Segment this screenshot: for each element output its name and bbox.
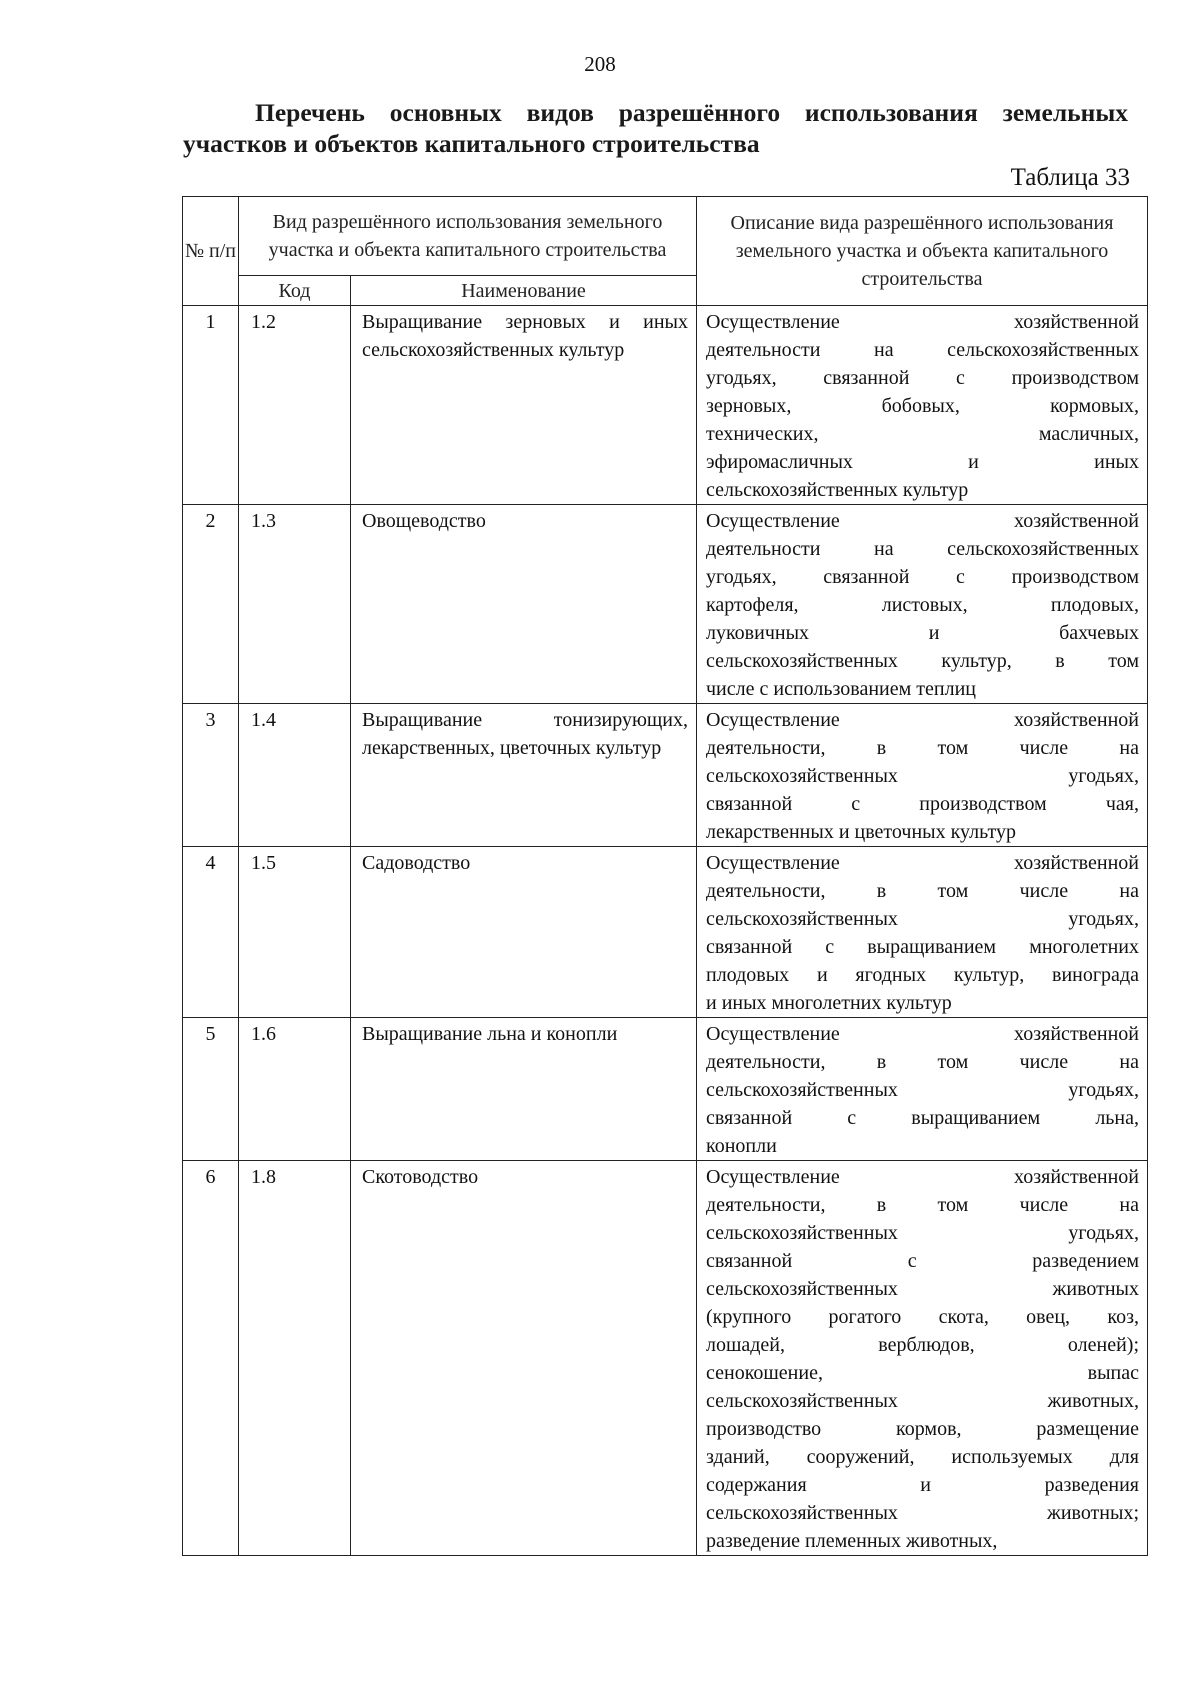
- description-line: Осуществление хозяйственной: [706, 709, 1139, 731]
- description-line: содержания и разведения: [706, 1474, 1139, 1496]
- usage-code: 1.5: [239, 847, 351, 1018]
- usage-code: 1.3: [239, 505, 351, 704]
- description-line: и иных многолетних культур: [706, 992, 952, 1014]
- description-line: плодовых и ягодных культур, винограда: [706, 964, 1139, 986]
- description-line: Осуществление хозяйственной: [706, 852, 1139, 874]
- description-line: конопли: [706, 1135, 777, 1157]
- usage-description: [697, 1161, 1148, 1556]
- description-line: Осуществление хозяйственной: [706, 1166, 1139, 1188]
- usage-name: Овощеводство: [351, 505, 697, 704]
- description-line: разведение племенных животных,: [706, 1530, 998, 1552]
- usage-description: [697, 704, 1148, 847]
- table-row: [183, 505, 1148, 704]
- usage-name: Выращивание льна и конопли: [351, 1018, 697, 1161]
- usage-description: [697, 505, 1148, 704]
- usage-description: [697, 847, 1148, 1018]
- description-line: угодьях, связанной с производством: [706, 566, 1139, 588]
- description-line: эфиромасличных и иных: [706, 451, 1139, 473]
- table-row: [183, 1161, 1148, 1556]
- usage-code: 1.8: [239, 1161, 351, 1556]
- description-line: сельскохозяйственных культур: [706, 479, 969, 501]
- usage-code: 1.6: [239, 1018, 351, 1161]
- usage-description: [697, 306, 1148, 505]
- description-line: зерновых, бобовых, кормовых,: [706, 395, 1139, 417]
- description-line: Осуществление хозяйственной: [706, 311, 1139, 333]
- row-number: 2: [183, 505, 239, 704]
- description-line: сельскохозяйственных животных,: [706, 1390, 1139, 1412]
- row-number: 5: [183, 1018, 239, 1161]
- description-line: сельскохозяйственных угодьях,: [706, 1222, 1139, 1244]
- usage-code: 1.4: [239, 704, 351, 847]
- description-line: сельскохозяйственных животных;: [706, 1502, 1139, 1524]
- header-description: Описание вида разрешённого использования земельного участка и объекта капитального строительства: [697, 197, 1148, 306]
- description-line: числе с использованием теплиц: [706, 678, 976, 700]
- description-line: Осуществление хозяйственной: [706, 510, 1139, 532]
- usage-name: Выращивание зерновых и иных сельскохозяйственных культур: [351, 306, 697, 505]
- description-line: деятельности на сельскохозяйственных: [706, 538, 1139, 560]
- row-number: 6: [183, 1161, 239, 1556]
- description-line: связанной с выращиванием многолетних: [706, 936, 1139, 958]
- description-line: сельскохозяйственных животных: [706, 1278, 1139, 1300]
- row-number: 1: [183, 306, 239, 505]
- row-number: 3: [183, 704, 239, 847]
- description-line: угодьях, связанной с производством: [706, 367, 1139, 389]
- description-line: сельскохозяйственных угодьях,: [706, 765, 1139, 787]
- description-line: (крупного рогатого скота, овец, коз,: [706, 1306, 1139, 1328]
- description-line: сельскохозяйственных культур, в том: [706, 650, 1139, 672]
- row-number: 4: [183, 847, 239, 1018]
- description-line: связанной с производством чая,: [706, 793, 1139, 815]
- description-line: сельскохозяйственных угодьях,: [706, 908, 1139, 930]
- table-row: [183, 1018, 1148, 1161]
- header-code: Код: [239, 276, 351, 306]
- description-line: сенокошение, выпас: [706, 1362, 1139, 1384]
- description-line: лекарственных и цветочных культур: [706, 821, 1016, 843]
- table-row: [183, 847, 1148, 1018]
- description-line: деятельности, в том числе на: [706, 880, 1139, 902]
- description-line: сельскохозяйственных угодьях,: [706, 1079, 1139, 1101]
- table-row: [183, 306, 1148, 505]
- header-num: № п/п: [183, 197, 239, 306]
- description-line: картофеля, листовых, плодовых,: [706, 594, 1139, 616]
- description-line: производство кормов, размещение: [706, 1418, 1139, 1440]
- description-line: зданий, сооружений, используемых для: [706, 1446, 1139, 1468]
- usage-name: Скотоводство: [351, 1161, 697, 1556]
- description-line: Осуществление хозяйственной: [706, 1023, 1139, 1045]
- description-line: луковичных и бахчевых: [706, 622, 1139, 644]
- description-line: деятельности, в том числе на: [706, 1051, 1139, 1073]
- usage-code: 1.2: [239, 306, 351, 505]
- description-line: деятельности на сельскохозяйственных: [706, 339, 1139, 361]
- description-line: деятельности, в том числе на: [706, 737, 1139, 759]
- document-title: Перечень основных видов разрешённого использования земельных участков и объектов капитального строительства: [183, 98, 1128, 158]
- description-line: связанной с выращиванием льна,: [706, 1107, 1139, 1129]
- header-name: Наименование: [351, 276, 697, 306]
- page-number: 208: [584, 52, 616, 76]
- usage-name: Выращивание тонизирующих, лекарственных, цветочных культур: [351, 704, 697, 847]
- table-caption: Таблица 33: [1010, 164, 1130, 191]
- description-line: лошадей, верблюдов, оленей);: [706, 1334, 1139, 1356]
- usage-description: [697, 1018, 1148, 1161]
- usage-name: Садоводство: [351, 847, 697, 1018]
- table-row: [183, 704, 1148, 847]
- header-usage-group: Вид разрешённого использования земельного участка и объекта капитального строительства: [239, 197, 697, 276]
- land-use-table: [182, 196, 1148, 1556]
- description-line: технических, масличных,: [706, 423, 1139, 445]
- table-header-row: [183, 197, 1148, 276]
- description-line: связанной с разведением: [706, 1250, 1139, 1272]
- description-line: деятельности, в том числе на: [706, 1194, 1139, 1216]
